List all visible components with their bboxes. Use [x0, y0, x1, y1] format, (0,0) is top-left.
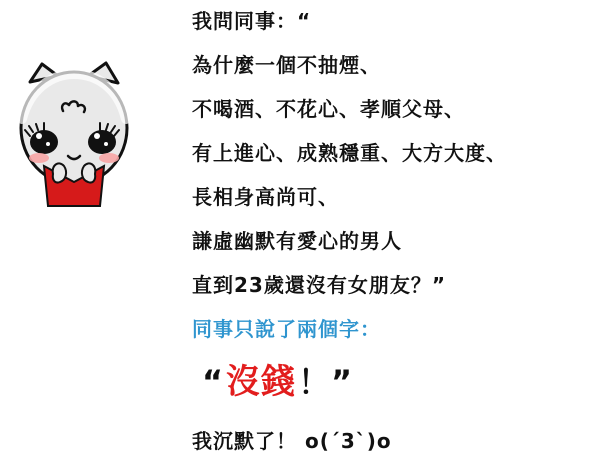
question-line-3: 不喝酒、不花心、孝順父母、: [192, 97, 465, 121]
cat-mascot: [21, 63, 127, 206]
question-line-2: 為什麼一個不抽煙、: [192, 53, 381, 77]
answer-line: [202, 362, 353, 402]
answer-close-quote: ！”: [298, 363, 354, 401]
question-line-4: 有上進心、成熟穩重、大方大度、: [192, 141, 507, 165]
ending-line: 我沉默了！ o(ˊ3ˋ)o: [192, 429, 392, 453]
joke-text-block: [192, 0, 587, 475]
question-line-1: 我問同事：“: [192, 9, 312, 33]
question-line-6: 謙虛幽默有愛心的男人: [192, 229, 402, 253]
question-line-7: 直到23歲還沒有女朋友？”: [192, 273, 446, 297]
response-intro: 同事只說了兩個字：: [192, 317, 381, 341]
answer-open-quote: “: [202, 363, 225, 401]
cat-mascot-illustration: [14, 56, 134, 208]
question-line-5: 長相身高尚可、: [192, 185, 339, 209]
answer-word: 沒錢: [226, 362, 297, 402]
